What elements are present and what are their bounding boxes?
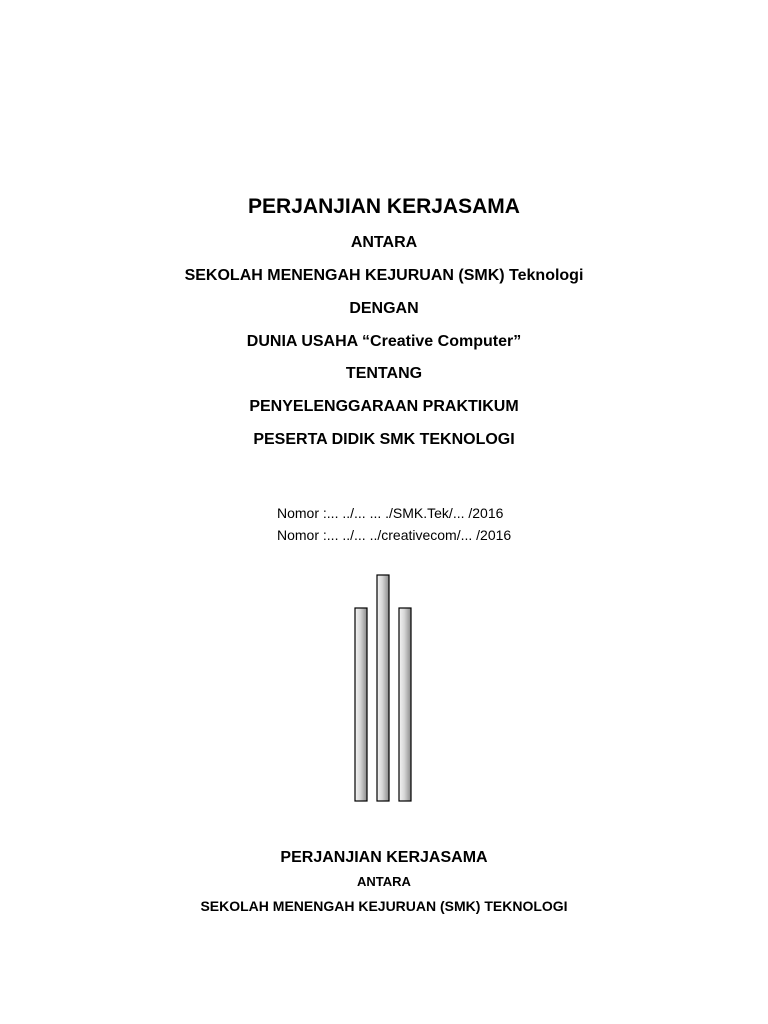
second-title: PERJANJIAN KERJASAMA bbox=[280, 849, 488, 866]
second-antara-label: ANTARA bbox=[357, 874, 411, 889]
logo-bar-middle bbox=[377, 575, 389, 801]
three-bars-logo-icon bbox=[350, 570, 420, 806]
number-company: Nomor :... ../... ../creativecom/... /2016 bbox=[277, 527, 512, 543]
subject-line-2: PESERTA DIDIK SMK TEKNOLOGI bbox=[253, 431, 515, 448]
second-first-party: SEKOLAH MENENGAH KEJURUAN (SMK) TEKNOLOGI bbox=[200, 898, 568, 914]
logo-bar-left bbox=[355, 608, 367, 801]
document-title: PERJANJIAN KERJASAMA bbox=[248, 195, 520, 218]
logo-bar-right bbox=[399, 608, 411, 801]
dengan-label: DENGAN bbox=[349, 300, 419, 317]
antara-label: ANTARA bbox=[350, 234, 418, 251]
second-party: DUNIA USAHA “Creative Computer” bbox=[246, 333, 522, 350]
number-school: Nomor :... ../... ... ./SMK.Tek/... /2016 bbox=[277, 505, 504, 521]
tentang-label: TENTANG bbox=[345, 365, 423, 382]
subject-line-1: PENYELENGGARAAN PRAKTIKUM bbox=[249, 398, 519, 415]
first-party: SEKOLAH MENENGAH KEJURUAN (SMK) Teknologi bbox=[184, 267, 584, 284]
